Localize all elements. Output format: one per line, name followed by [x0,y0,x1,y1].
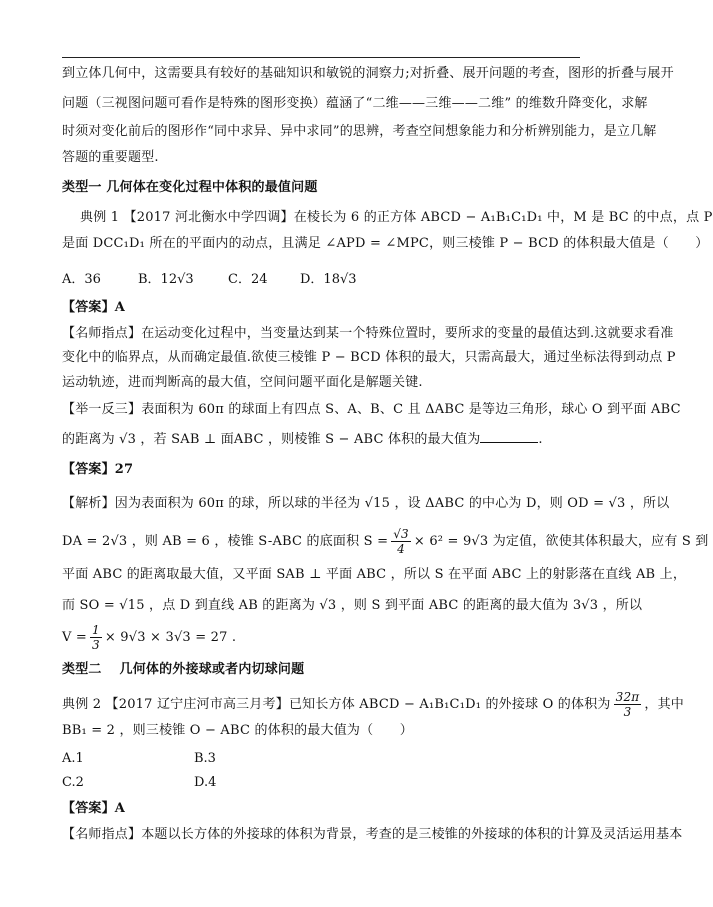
solution-line4: 而 SO = √15 ，点 D 到直线 AB 的距离为 √3 ，则 S 到平面 ABC 的距离的最大值为 3√3 ，所以 [62,598,643,613]
section-heading-type1: 类型一 几何体在变化过程中体积的最值问题 [62,180,318,195]
example2-text: 典例 2 【2017 辽宁庄河市高三月考】已知长方体 ABCD − A₁B₁C₁D₁ 的外接球 O 的体积为 [62,697,611,712]
tip1-line2: 变化中的临界点，从而确定最值.欲使三棱锥 P − BCD 体积的最大，只需高最大，通过坐标法得到动点 P [62,350,676,365]
answer-label: 【答案】27 [62,462,134,477]
fraction: $\frac{32\pi}{3}$ [615,690,640,719]
option-d: D.4 [194,775,217,790]
header-rule [62,57,580,58]
solution-line1: 【解析】因为表面积为 60π 的球，所以球的半径为 √15 ，设 ΔABC 的中心为 D，则 OD = √3 ，所以 [62,496,670,511]
option-c: C．24 [228,272,268,287]
option-d: D．18√3 [300,272,357,287]
tip2-line1: 【名师指点】本题以长方体的外接球的体积为背景，考查的是三棱锥的外接球的体积的计算及灵活运用基本 [62,827,683,842]
option-b: B.3 [194,751,216,766]
paragraph-line: 答题的重要题型. [62,150,159,165]
option-a: A.1 [62,751,84,766]
solution-line3: 平面 ABC 的距离取最大值，又平面 SAB ⊥ 平面 ABC ，所以 S 在平面 ABC 上的射影落在直线 AB 上， [62,567,687,582]
paragraph-line: 问题（三视图问题可看作是特殊的图形变换）蕴涵了“二维——三维——二维” 的维数升降变化，求解 [62,96,648,111]
paragraph-line: 到立体几何中，这需要具有较好的基础知识和敏锐的洞察力;对折叠、展开问题的考查，图形的折叠与展开 [62,66,674,81]
example2-text: ，其中 [644,697,684,712]
example2-line1 [62,690,684,719]
option-c: C.2 [62,775,84,790]
solution-line5 [62,623,236,652]
example1-line2: 是面 DCC₁D₁ 所在的平面内的动点，且满足 ∠APD = ∠MPC，则三棱锥 P − BCD 的体积最大值是（ ） [62,236,709,251]
fraction: $\frac{√3}{4}$ [393,527,409,556]
example2-line2: BB₁ = 2 ，则三棱锥 O − ABC 的体积的最大值为（ ） [62,723,413,738]
paragraph-line: 时须对变化前后的图形作“同中求异、异中求同”的思辨，考查空间想象能力和分析辨别能力，是立几解 [62,124,657,139]
solution-text: DA = 2√3 ，则 AB = 6 ，棱锥 S-ABC 的底面积 S = [62,534,389,549]
extension-line2 [62,430,543,448]
solution-text: × 9√3 × 3√3 = 27 . [104,630,237,645]
fraction: $\frac{1}{3}$ [92,623,100,652]
solution-text: V = [62,630,88,645]
extension-end: . [538,432,543,447]
option-a: A．36 [62,272,101,287]
solution-text: × 6² = 9√3 为定值，欲使其体积最大，应有 S 到 [413,534,709,549]
extension-text: 的距离为 √3 ，若 SAB ⊥ 面ABC ，则棱锥 S − ABC 体积的最大值为 [62,432,481,447]
section-heading-type2: 类型二 几何体的外接球或者内切球问题 [62,662,305,677]
answer-label: 【答案】A [62,300,126,315]
extension-line1: 【举一反三】表面积为 60π 的球面上有四点 S、A、B、C 且 ΔABC 是等边三角形，球心 O 到平面 ABC [62,402,681,417]
answer-blank [480,430,538,443]
tip1-line1: 【名师指点】在运动变化过程中，当变量达到某一个特殊位置时，要所求的变量的最值达到.这就要求看准 [62,326,674,341]
option-b: B．12√3 [138,272,194,287]
answer-label: 【答案】A [62,801,126,816]
example1-line1: 典例 1 【2017 河北衡水中学四调】在棱长为 6 的正方体 ABCD − A₁B₁C₁D₁ 中，M 是 BC 的中点，点 P [80,210,713,225]
tip1-line3: 运动轨迹，进而判断高的最大值，空间问题平面化是解题关键. [62,375,423,390]
solution-line2 [62,527,708,556]
